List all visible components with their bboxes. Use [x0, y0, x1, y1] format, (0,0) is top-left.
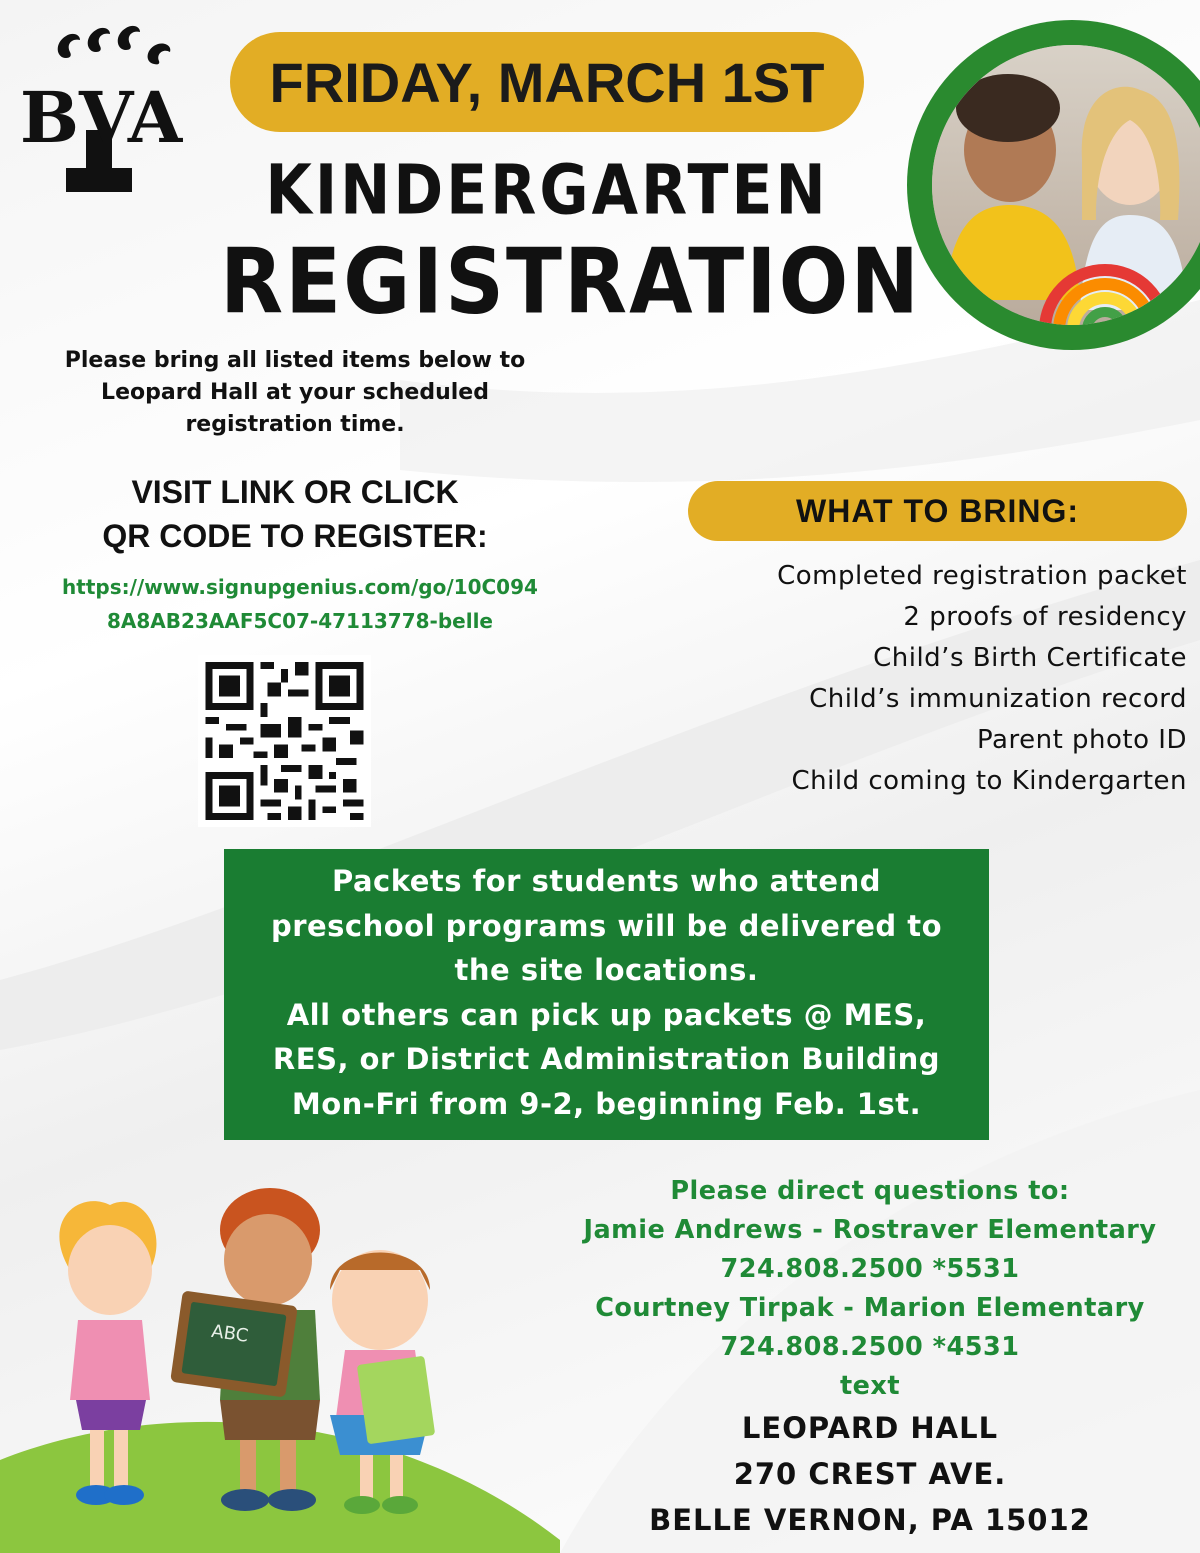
- contact-info: Please direct questions to: Jamie Andrews - Rostraver Elementary 724.808.2500 *5531 Courtney Tirpak - Marion Elementary 724.808.2500 *4531 text: [583, 1176, 1157, 1401]
- svg-text:ABC: ABC: [210, 1320, 250, 1347]
- list-item: Child’s Birth Certificate: [873, 643, 1187, 673]
- signup-link[interactable]: https://www.signupgenius.com/go/10C094 8A8AB23AAF5C07-47113778-belle: [62, 575, 538, 633]
- date-banner: FRIDAY, MARCH 1ST: [230, 32, 864, 132]
- what-to-bring-list: [640, 556, 1187, 802]
- title-kindergarten: KINDERGARTEN: [265, 150, 829, 231]
- list-item: Child coming to Kindergarten: [791, 766, 1187, 796]
- list-item: Parent photo ID: [977, 725, 1187, 755]
- list-item: 2 proofs of residency: [903, 602, 1187, 632]
- packets-notice: Packets for students who attend preschool programs will be delivered to the site locations. All others can pick up packets @ MES, RES, or District Administration Building Mon-Fri from 9-2, beginning Feb. 1st.: [224, 849, 989, 1140]
- intro-text: Please bring all listed items below to Leopard Hall at your scheduled registration time.: [64, 348, 526, 437]
- list-item: Completed registration packet: [777, 561, 1187, 591]
- list-item: Child’s immunization record: [809, 684, 1187, 714]
- what-to-bring-heading: WHAT TO BRING:: [688, 481, 1187, 541]
- title-registration: REGISTRATION: [220, 230, 921, 335]
- register-heading: VISIT LINK OR CLICK QR CODE TO REGISTER:: [102, 474, 488, 554]
- svg-text:BVA: BVA: [19, 76, 183, 159]
- children-photo: [890, 0, 1200, 450]
- kids-illustration: [0, 1160, 560, 1553]
- location-address: LEOPARD HALL 270 CREST AVE. BELLE VERNON, PA 15012: [649, 1411, 1091, 1537]
- bva-logo: [14, 18, 189, 198]
- qr-code[interactable]: [198, 655, 371, 827]
